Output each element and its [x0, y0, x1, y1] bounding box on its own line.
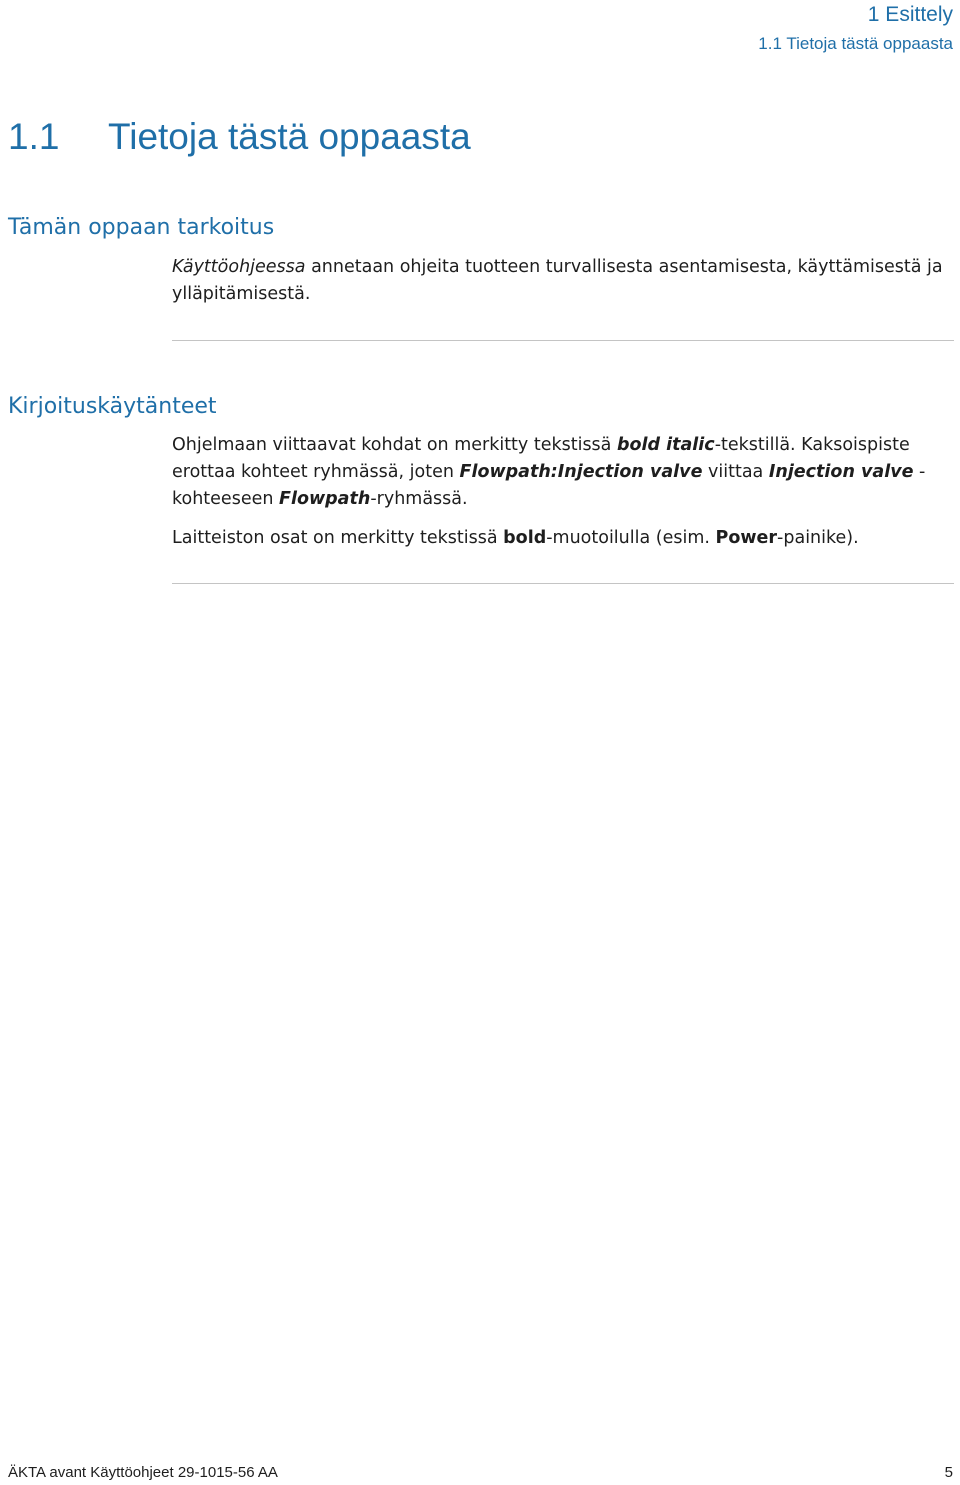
conventions-text: Laitteiston osat on merkitty tekstissä: [172, 528, 504, 548]
footer-document-title: ÄKTA avant Käyttöohjeet 29-1015-56 AA: [8, 1464, 278, 1481]
section-title: [8, 114, 471, 160]
conventions-text: Ohjelmaan viittaavat kohdat on merkitty tekstissä: [172, 435, 617, 455]
conventions-heading: Kirjoituskäytänteet: [8, 394, 217, 419]
conventions-text: viittaa: [702, 462, 769, 482]
conventions-bold-italic-term: bold italic: [616, 435, 715, 455]
section-title-text: Tietoja tästä oppaasta: [108, 116, 471, 157]
conventions-bold-italic-term: Flowpath:Injection valve: [459, 462, 703, 482]
conventions-bold-italic-term: Flowpath: [279, 489, 371, 509]
purpose-italic-term: Käyttöohjeessa: [172, 257, 306, 277]
conventions-paragraph-software: [172, 432, 954, 513]
purpose-heading: Tämän oppaan tarkoitus: [8, 215, 275, 240]
section-divider: [172, 583, 954, 584]
footer-page-number: 5: [944, 1464, 953, 1481]
running-header-chapter: 1 Esittely: [867, 3, 953, 26]
purpose-paragraph: [172, 254, 954, 308]
conventions-bold-italic-term: Injection valve: [768, 462, 914, 482]
section-number: 1.1: [8, 116, 60, 157]
section-divider: [172, 340, 954, 341]
purpose-text: annetaan ohjeita tuotteen turvallisesta asentamisesta, käyttämisestä ja ylläpitämisestä.: [172, 257, 943, 304]
conventions-text: -muotoilulla (esim.: [546, 528, 716, 548]
conventions-bold-term: Power: [715, 528, 778, 548]
conventions-text: -kohteeseen: [172, 462, 926, 509]
conventions-bold-term: bold: [503, 528, 547, 548]
running-header: [758, 2, 953, 55]
conventions-text: -ryhmässä.: [370, 489, 468, 509]
running-header-section: 1.1 Tietoja tästä oppaasta: [758, 34, 953, 53]
conventions-text: -painike).: [777, 528, 859, 548]
conventions-paragraph-hardware: [172, 525, 954, 552]
conventions-text: -tekstillä. Kaksoispiste erottaa kohteet ryhmässä, joten: [172, 435, 910, 482]
